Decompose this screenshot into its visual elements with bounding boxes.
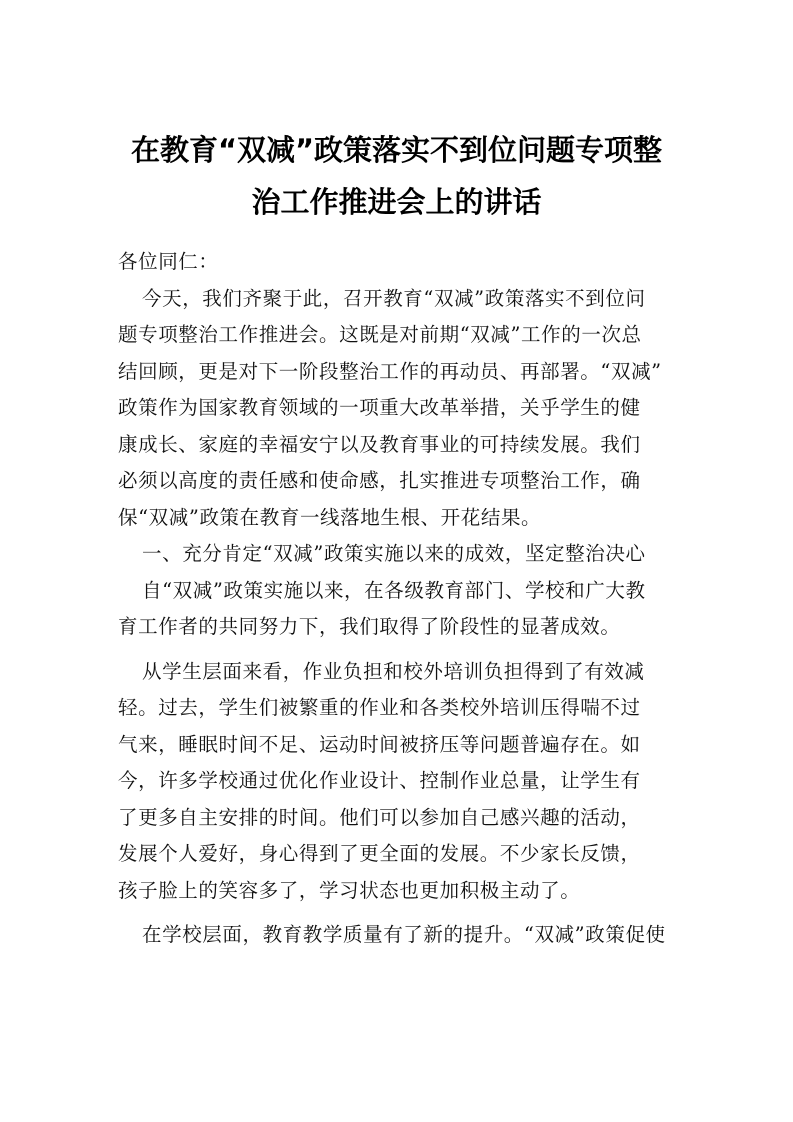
paragraph-achievements xyxy=(118,573,678,646)
section-heading: 一、充分肯定“双减”政策实施以来的成效，坚定整治决心 xyxy=(142,542,646,565)
paragraph-spacing xyxy=(118,646,678,654)
paragraph-line: 气来，睡眠时间不足、运动时间被挤压等问题普遍存在。如 xyxy=(118,732,641,756)
paragraph-line: 康成长、家庭的幸福安宁以及教育事业的可持续发展。我们 xyxy=(118,432,641,456)
paragraph-line: 轻。过去，学生们被繁重的作业和各类校外培训压得喘不过 xyxy=(118,696,641,719)
title-line: 治工作推进会上的讲话 xyxy=(251,185,542,219)
document-body xyxy=(118,244,678,954)
salutation: 各位同仁： xyxy=(118,250,219,273)
paragraph-line: 题专项整治工作推进会。这既是对前期“双减”工作的一次总 xyxy=(118,323,642,346)
paragraph-line: 在学校层面，教育教学质量有了新的提升。“双减”政策促使 xyxy=(142,923,666,946)
document-title xyxy=(100,124,693,228)
title-line: 在教育“双减”政策落实不到位问题专项整 xyxy=(130,133,663,167)
paragraph-line: 发展个人爱好，身心得到了更全面的发展。不少家长反馈， xyxy=(118,842,641,865)
paragraph-line: 育工作者的共同努力下，我们取得了阶段性的显著成效。 xyxy=(118,615,621,638)
section-heading-1 xyxy=(118,536,678,573)
paragraph-intro xyxy=(118,281,678,537)
paragraph-line: 结回顾，更是对下一阶段整治工作的再动员、再部署。“双减” xyxy=(118,359,662,383)
paragraph-spacing xyxy=(118,909,678,917)
paragraph-line: 今天，我们齐聚于此，召开教育“双减”政策落实不到位问 xyxy=(142,286,646,310)
paragraph-schools xyxy=(118,917,678,954)
paragraph-line: 自“双减”政策实施以来，在各级教育部门、学校和广大教 xyxy=(142,578,646,602)
paragraph-line: 今，许多学校通过优化作业设计、控制作业总量，让学生有 xyxy=(118,769,641,792)
paragraph-line: 政策作为国家教育领域的一项重大改革举措，关乎学生的健 xyxy=(118,396,641,419)
paragraph-students xyxy=(118,654,678,910)
paragraph-line: 孩子脸上的笑容多了，学习状态也更加积极主动了。 xyxy=(118,878,581,902)
paragraph-line: 了更多自主安排的时间。他们可以参加自己感兴趣的活动， xyxy=(118,805,641,829)
paragraph-line: 必须以高度的责任感和使命感，扎实推进专项整治工作，确 xyxy=(118,469,641,492)
paragraph-line: 保“双减”政策在教育一线落地生根、开花结果。 xyxy=(118,505,542,529)
paragraph-line: 从学生层面来看，作业负担和校外培训负担得到了有效减 xyxy=(142,659,645,683)
